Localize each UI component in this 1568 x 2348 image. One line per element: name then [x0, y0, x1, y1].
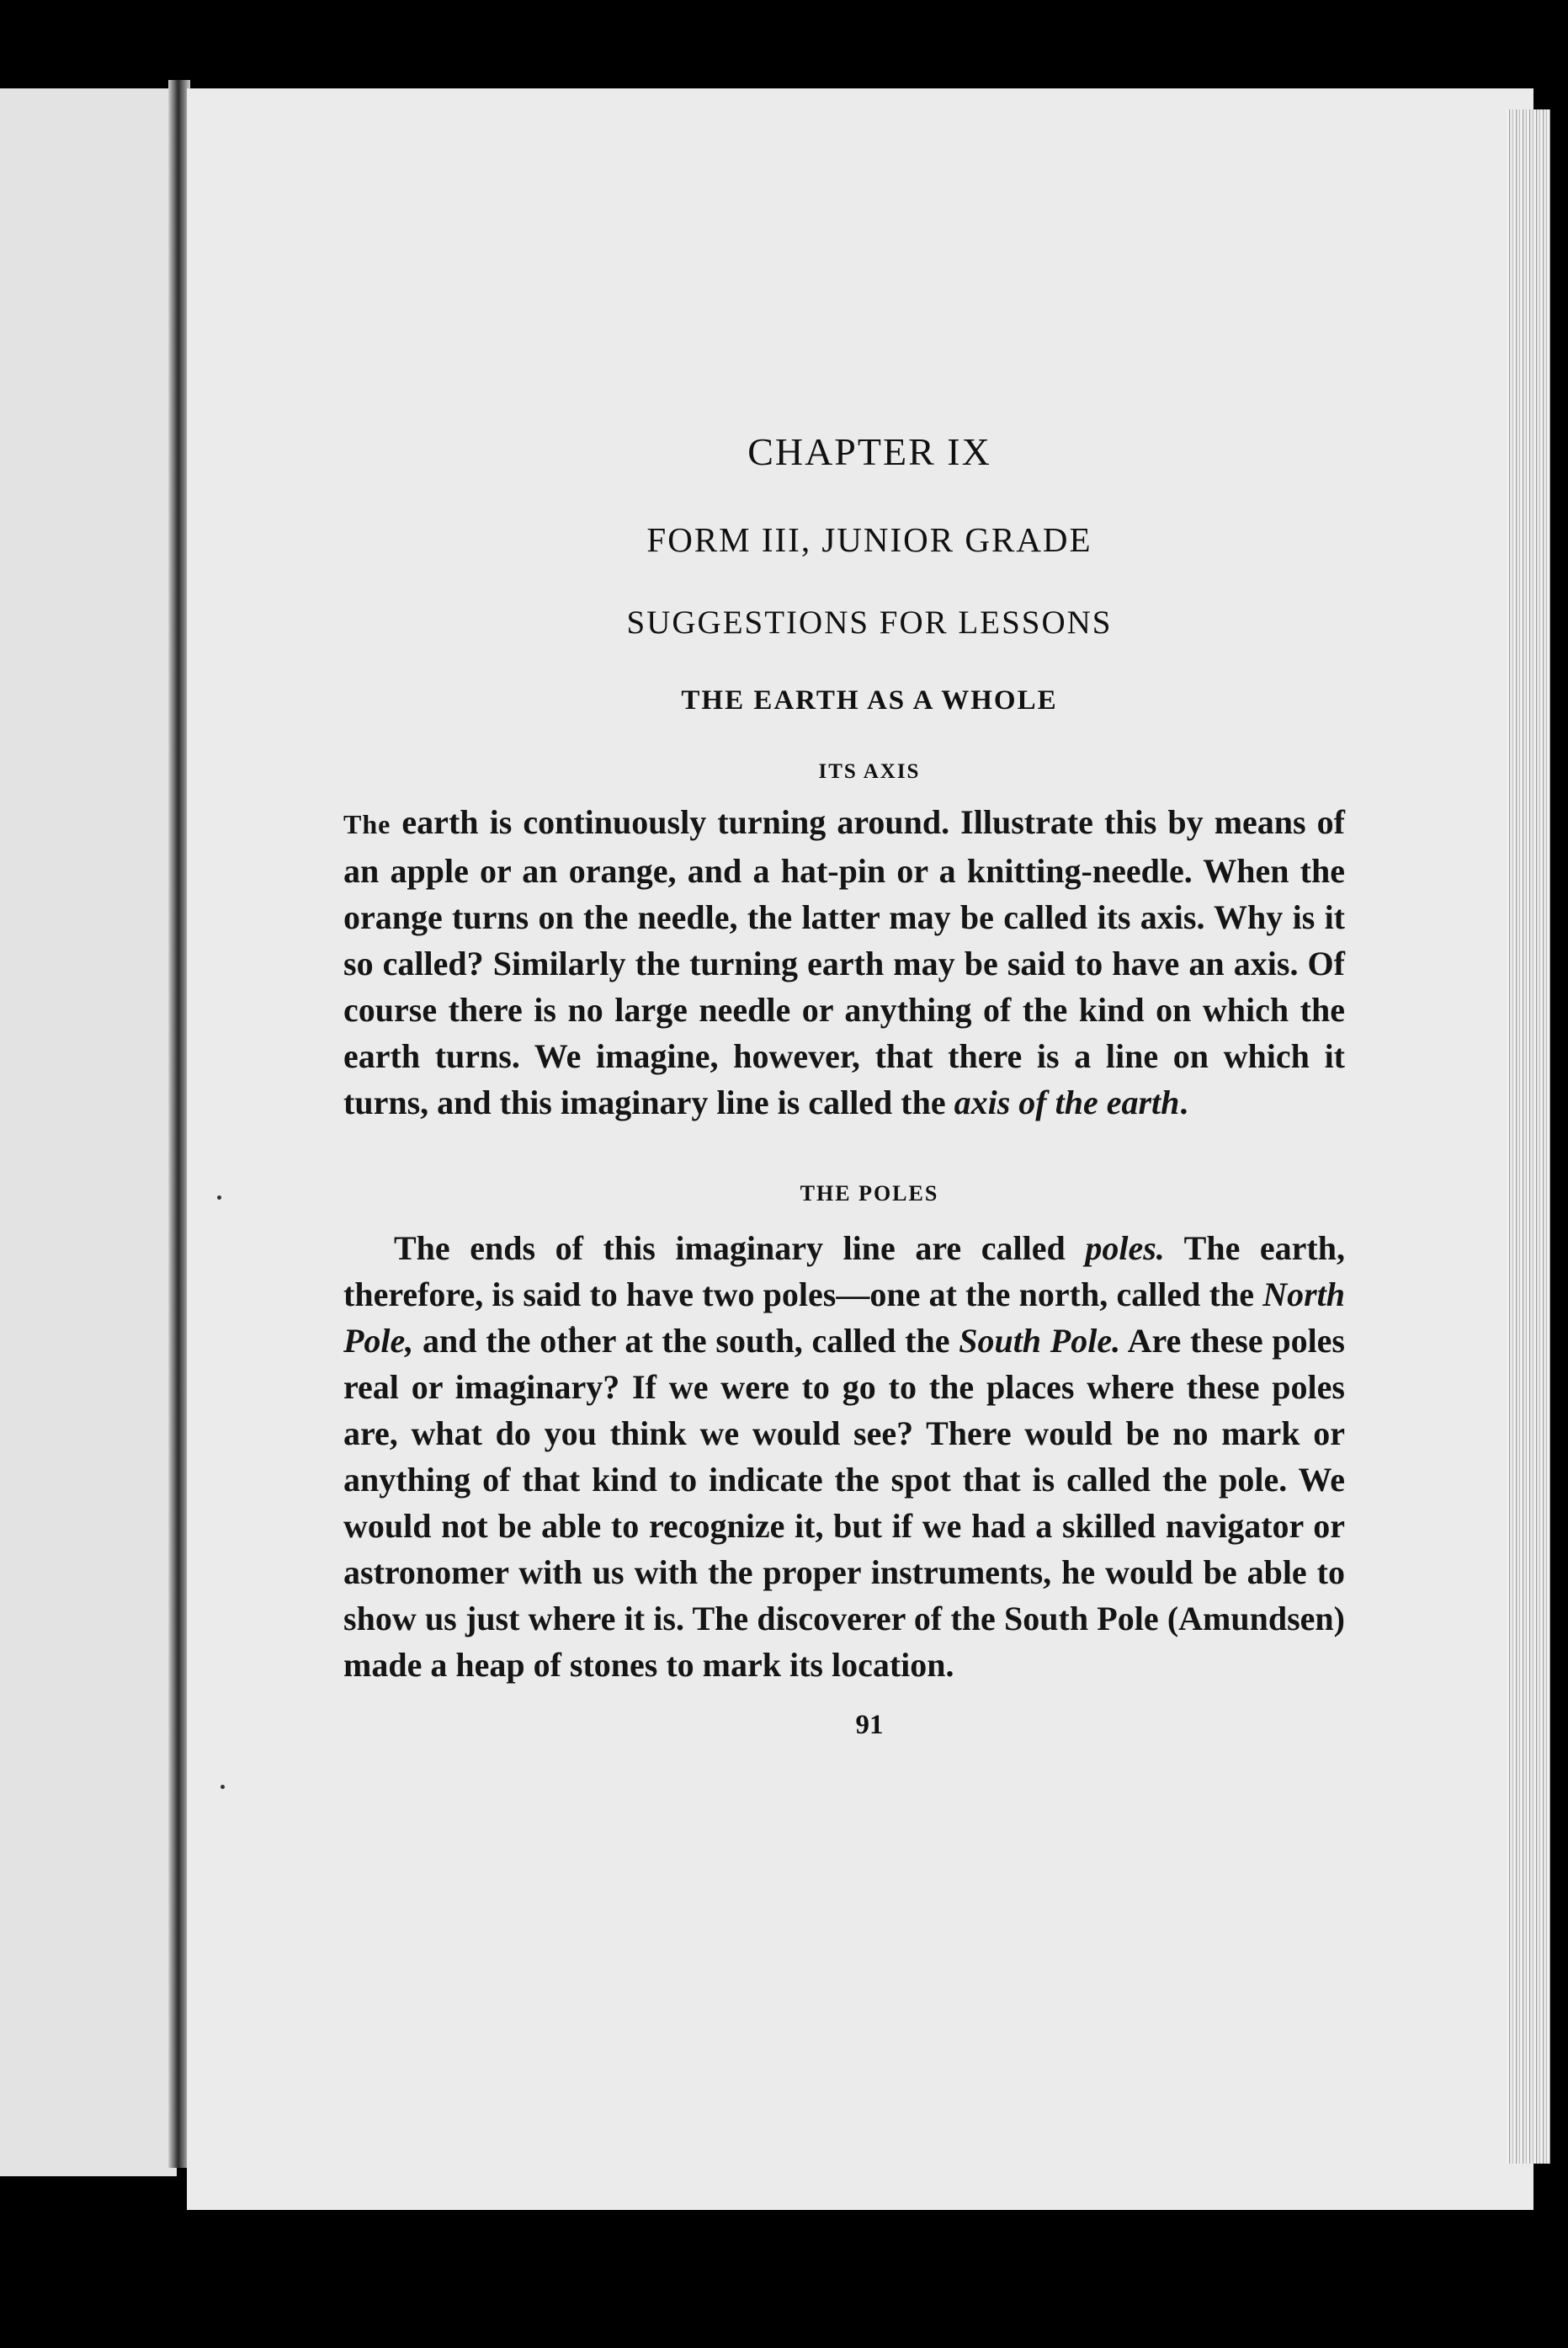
form-title: FORM III, JUNIOR GRADE	[646, 520, 1092, 559]
north-pole-emphasis: North Pole,	[343, 1275, 1345, 1360]
poles-text-1: The ends of this imaginary line are called	[394, 1229, 1086, 1267]
speck-mark	[217, 1195, 221, 1200]
page-number: 91	[855, 1710, 884, 1740]
axis-text-end: .	[1179, 1083, 1188, 1121]
chapter-title: CHAPTER IX	[747, 430, 991, 473]
page-stack-edge	[1507, 109, 1550, 2164]
speck-mark	[221, 1785, 225, 1789]
poles-heading: THE POLES	[800, 1181, 939, 1206]
drop-cap-word: The	[343, 809, 391, 839]
axis-paragraph	[343, 799, 1345, 1126]
poles-paragraph	[343, 1225, 1345, 1688]
poles-text-2: The earth, therefore, is said to have two poles—one at the north, called the	[343, 1229, 1345, 1313]
suggestions-title: SUGGESTIONS FOR LESSONS	[626, 604, 1113, 641]
south-pole-emphasis: South Pole.	[959, 1322, 1121, 1360]
axis-of-earth-emphasis: axis of the earth	[954, 1083, 1180, 1121]
poles-text-3: and the other at the south, called the	[413, 1322, 959, 1360]
axis-heading: ITS AXIS	[818, 760, 921, 783]
poles-text-4: Are these poles real or imaginary? If we were to go to the places where these poles are, what do you think we would see? There would be no mark or anything of that kind to indicate the spot that is called the pole. We would not be able to recognize it, but if we had a skilled navigator or astronomer with us with the proper instruments, he would be able to show us just where it is. The discoverer of the South Pole (Amundsen) made a heap of stones to mark its location.	[343, 1322, 1345, 1684]
page-text-block	[343, 429, 1345, 1741]
poles-emphasis: poles.	[1085, 1229, 1165, 1267]
axis-text-body: earth is continuously turning around. Illustrate this by means of an apple or an orange, and a hat-pin or a knitting-needle. When the orange turns on the needle, the latter may be called its axis. Why is it so called? Similarly the turning earth may be said to have an axis. Of course there is no large needle or anything of the kind on which the earth turns. We imagine, however, that there is a line on which it turns, and this imaginary line is called the	[343, 803, 1345, 1121]
previous-page-edge	[0, 88, 177, 2176]
section-title: THE EARTH AS A WHOLE	[681, 685, 1058, 716]
